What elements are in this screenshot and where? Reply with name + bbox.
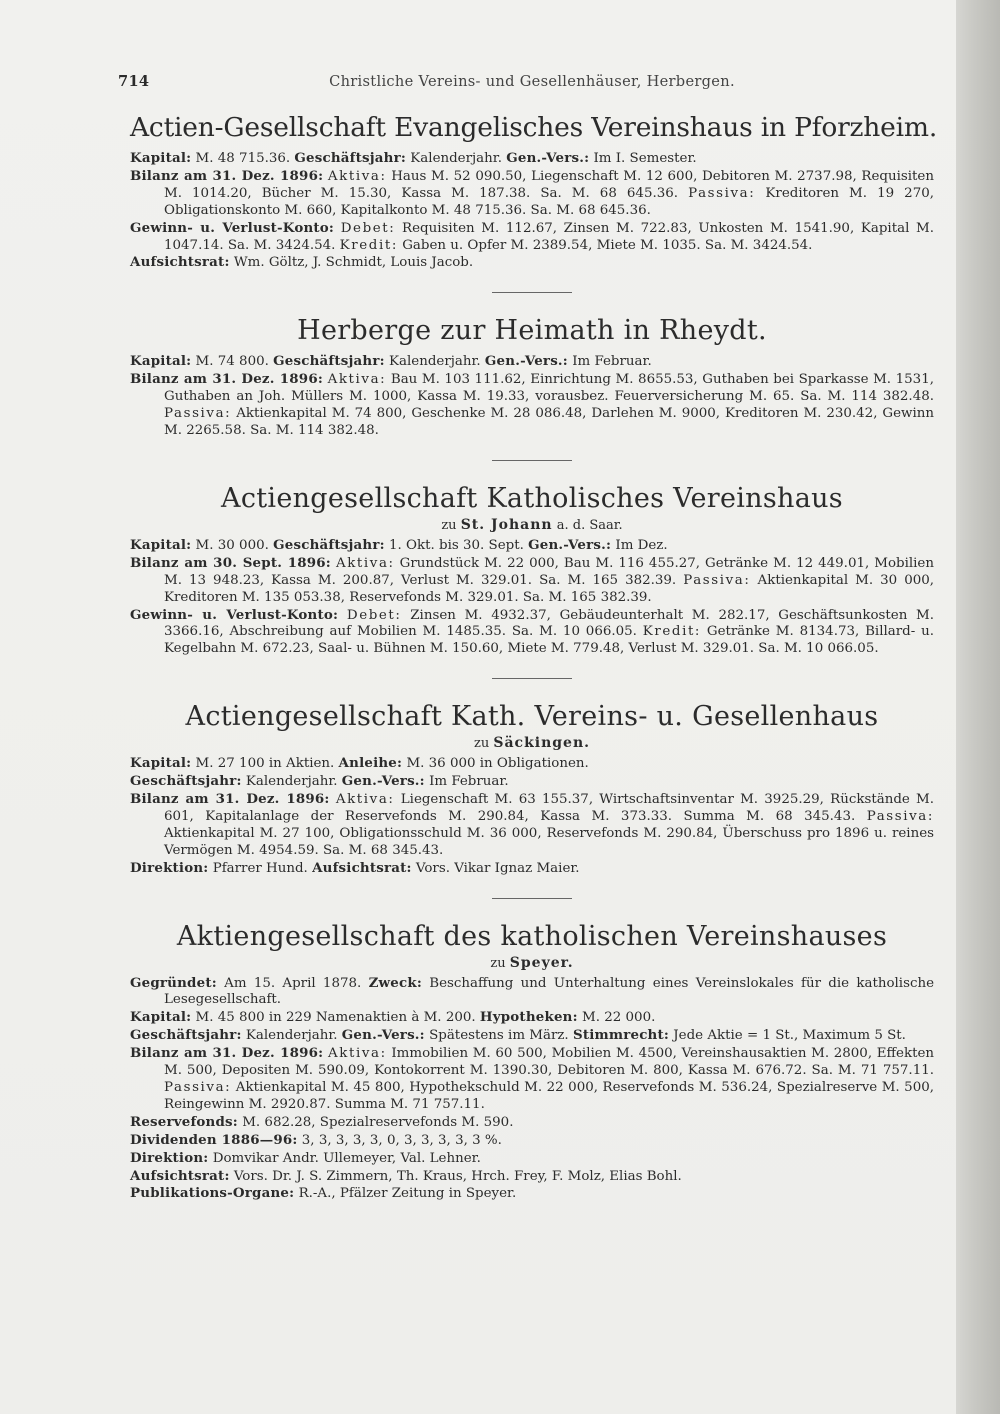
location-city: Säckingen. — [493, 735, 591, 752]
location-prefix: zu — [473, 736, 490, 752]
entry-label: Bilanz am 31. Dez. 1896: — [130, 167, 324, 184]
entry-label: Aufsichtsrat: — [130, 254, 230, 271]
entry-text: Kalenderjahr. — [245, 1028, 342, 1044]
entry-label: Gegründet: — [130, 974, 217, 991]
entry-paragraph — [130, 1150, 934, 1168]
entry-paragraph — [130, 371, 934, 440]
company-title: Actien-Gesellschaft Evangelisches Vereinshaus in Pforzheim. — [130, 112, 938, 143]
entry-paragraph — [130, 607, 934, 659]
company-location — [130, 735, 934, 752]
location-prefix: zu — [490, 955, 506, 971]
entry-label: Gen.-Vers.: — [341, 1027, 425, 1044]
entry-label: Gen.-Vers.: — [341, 773, 425, 790]
entry-label: Stimmrecht: — [572, 1027, 670, 1044]
running-header — [118, 64, 934, 96]
running-title: Christliche Vereins- und Gesellenhäuser, Herbergen. — [329, 73, 735, 90]
entry-label: Direktion: — [130, 859, 209, 876]
entry-text: R.-A., Pfälzer Zeitung in Speyer. — [298, 1186, 517, 1202]
entry-paragraph — [130, 1168, 934, 1186]
entry-paragraph — [130, 1045, 934, 1114]
subheading: Passiva: — [164, 406, 232, 422]
subheading: Aktiva: — [327, 168, 387, 184]
subheading: Passiva: — [164, 1080, 232, 1095]
entry-text: Aktienkapital M. 27 100, Obligationsschuld M. 36 000, Reservefonds M. 290.84, Überschuss pro 1896 u. reines Vermögen M. 4954.59. Sa. M. 68 345.43. — [164, 825, 934, 858]
entry-text: Vors. Vikar Ignaz Maier. — [415, 860, 580, 876]
entry-text: 3, 3, 3, 3, 3, 0, 3, 3, 3, 3, 3 %. — [301, 1132, 502, 1148]
entry-label: Geschäftsjahr: — [130, 1027, 242, 1044]
entry-label: Bilanz am 31. Dez. 1896: — [130, 371, 323, 388]
company-title: Actiengesellschaft Katholisches Vereinshaus — [221, 482, 843, 514]
entry-label: Geschäftsjahr: — [130, 773, 242, 790]
entry-label: Zweck: — [368, 974, 422, 991]
entry-paragraph — [130, 254, 934, 272]
company-sections — [130, 112, 938, 1203]
entry-paragraph — [130, 773, 934, 791]
section-divider — [492, 292, 572, 293]
entry-paragraph — [130, 975, 934, 1010]
location-city: Speyer. — [509, 954, 574, 971]
company-location — [130, 955, 934, 972]
entry-text: Bau M. 103 111.62, Einrichtung M. 8655.53, Guthaben bei Sparkasse M. 1531, Guthaben an Joh. Müllers M. 1000, Kassa M. 19.33, vorausbez. Feuerversicherung M. 65. Sa. M. 114 382.48. — [164, 372, 934, 405]
entry-text: M. 27 100 in Aktien. — [195, 756, 339, 772]
entry-label: Kapital: — [130, 1009, 192, 1026]
entry-text: Kalenderjahr. — [410, 151, 507, 166]
entry-label: Aufsichtsrat: — [312, 859, 412, 876]
page-number: 714 — [118, 73, 150, 90]
company-title: Aktiengesellschaft des katholischen Vereinshauses — [176, 920, 888, 952]
entry-label: Bilanz am 31. Dez. 1896: — [130, 1045, 324, 1062]
location-city: St. Johann — [460, 516, 553, 533]
entry-label: Kapital: — [130, 353, 192, 370]
entry-paragraph — [130, 1114, 934, 1132]
entry-paragraph — [130, 1009, 934, 1027]
entry-text: Aktienkapital M. 30 000, Kreditoren M. 135 053.38, Reservefonds M. 329.01. Sa. M. 165 382.39. — [164, 572, 935, 605]
entry-paragraph — [130, 860, 934, 878]
entry-label: Kapital: — [130, 755, 192, 772]
subheading: Kredit: — [642, 624, 702, 640]
entry-label: Geschäftsjahr: — [273, 353, 385, 370]
entry-text: M. 30 000. — [195, 537, 274, 553]
entry-paragraph — [130, 1185, 934, 1203]
entry-paragraph — [130, 150, 934, 168]
entry-paragraph — [130, 168, 934, 220]
subheading: Kredit: — [339, 237, 398, 253]
entry-label: Geschäftsjahr: — [273, 536, 385, 553]
entry-text: M. 45 800 in 229 Namenaktien à M. 200. — [195, 1010, 480, 1026]
entry-paragraph — [130, 555, 934, 607]
entry-label: Aufsichtsrat: — [130, 1167, 230, 1184]
subheading: Aktiva: — [335, 555, 395, 571]
entry-text: Kreditoren M. 19 270, Obligationskonto M. 660, Kapitalkonto M. 48 715.36. Sa. M. 68 645.36. — [164, 185, 934, 218]
entry-label: Geschäftsjahr: — [294, 150, 407, 166]
subheading: Debet: — [346, 607, 402, 623]
entry-text: Immobilien M. 60 500, Mobilien M. 4500, Vereinshausaktien M. 2800, Effekten M. 500, Depositen M. 590.09, Kontokorrent M. 1390.30, Debitoren M. 800, Kassa M. 676.72. Sa. M. 71 757.11. — [164, 1046, 935, 1079]
subheading: Aktiva: — [328, 1046, 387, 1062]
subheading: Passiva: — [866, 808, 934, 824]
section-divider — [492, 898, 572, 899]
entry-text: Aktienkapital M. 45 800, Hypothekschuld M. 22 000, Reservefonds M. 536.24, Spezialreserve M. 500, Reingewinn M. 2920.87. Summa M. 71 757.11. — [164, 1080, 934, 1112]
entry-text: M. 682.28, Spezialreservefonds M. 590. — [242, 1114, 514, 1130]
entry-text: Jede Aktie = 1 St., Maximum 5 St. — [673, 1028, 906, 1044]
company-title: Herberge zur Heimath in Rheydt. — [297, 315, 767, 347]
entry-text: M. 36 000 in Obligationen. — [406, 756, 589, 772]
page-edge-shadow — [956, 0, 1000, 1414]
entry-text: Wm. Göltz, J. Schmidt, Louis Jacob. — [233, 255, 474, 271]
entry-text: Requisiten M. 112.67, Zinsen M. 722.83, Unkosten M. 1541.90, Kapital M. 1047.14. Sa. M. 3424.54. — [164, 220, 934, 253]
entry-paragraph — [130, 1132, 934, 1150]
entry-text: Im Februar. — [572, 354, 652, 370]
entry-text: Getränke M. 8134.73, Billard- u. Kegelbahn M. 672.23, Saal- u. Bühnen M. 150.60, Miete M. 779.48, Verlust M. 329.01. Sa. M. 10 066.05. — [164, 624, 934, 657]
subheading: Aktiva: — [335, 792, 395, 808]
subheading: Debet: — [340, 220, 396, 236]
subheading: Passiva: — [683, 572, 751, 588]
entry-paragraph — [130, 755, 934, 773]
entry-label: Anleihe: — [338, 755, 403, 772]
entry-label: Hypotheken: — [479, 1009, 578, 1026]
section-divider — [492, 460, 572, 461]
company-title: Actiengesellschaft Kath. Vereins- u. Gesellenhaus — [185, 701, 879, 733]
entry-text: Zinsen M. 4932.37, Gebäudeunterhalt M. 282.17, Geschäftsunkosten M. 3366.16, Abschreibung auf Mobilien M. 1485.35. Sa. M. 10 066.05. — [164, 607, 935, 640]
entry-paragraph — [130, 1027, 934, 1045]
entry-text: Gaben u. Opfer M. 2389.54, Miete M. 1035. Sa. M. 3424.54. — [402, 237, 813, 253]
page-content — [118, 64, 938, 1203]
entry-text: Domvikar Andr. Ullemeyer, Val. Lehner. — [212, 1150, 481, 1166]
entry-paragraph — [130, 220, 934, 255]
entry-text: Kalenderjahr. — [389, 354, 485, 370]
entry-text: Beschaffung und Unterhaltung eines Vereinslokales für die katholische Lesegesellschaft. — [164, 975, 935, 1008]
entry-text: M. 74 800. — [195, 354, 274, 370]
entry-text: Haus M. 52 090.50, Liegenschaft M. 12 600, Debitoren M. 2737.98, Requisiten M. 1014.20, Bücher M. 15.30, Kassa M. 187.38. Sa. M. 68 645.36. — [164, 168, 934, 201]
entry-text: Im Dez. — [615, 537, 668, 553]
entry-label: Bilanz am 30. Sept. 1896: — [130, 554, 331, 571]
entry-label: Kapital: — [130, 150, 192, 166]
entry-text: Im I. Semester. — [593, 151, 697, 166]
location-prefix: zu — [441, 517, 457, 533]
entry-text: Spätestens im März. — [429, 1028, 573, 1044]
entry-text: 1. Okt. bis 30. Sept. — [389, 537, 529, 553]
entry-label: Gewinn- u. Verlust-Konto: — [130, 606, 339, 623]
subheading: Aktiva: — [327, 372, 387, 388]
subheading: Passiva: — [688, 185, 756, 201]
entry-label: Gen.-Vers.: — [484, 353, 568, 370]
entry-paragraph — [130, 353, 934, 371]
entry-label: Reservefonds: — [130, 1113, 238, 1130]
entry-paragraph — [130, 791, 934, 860]
entry-text: Aktienkapital M. 74 800, Geschenke M. 28 086.48, Darlehen M. 9000, Kreditoren M. 230.42, Gewinn M. 2265.58. Sa. M. 114 382.48. — [164, 406, 934, 438]
entry-label: Bilanz am 31. Dez. 1896: — [130, 791, 330, 808]
entry-text: Vors. Dr. J. S. Zimmern, Th. Kraus, Hrch. Frey, F. Molz, Elias Bohl. — [233, 1168, 682, 1184]
section-divider — [492, 678, 572, 679]
company-location — [130, 517, 934, 534]
entry-label: Direktion: — [130, 1149, 209, 1166]
entry-paragraph — [130, 537, 934, 555]
entry-text: M. 22 000. — [582, 1010, 656, 1026]
entry-text: M. 48 715.36. — [195, 151, 295, 166]
entry-label: Dividenden 1886—96: — [130, 1131, 298, 1148]
entry-label: Gen.-Vers.: — [528, 536, 612, 553]
entry-text: Kalenderjahr. — [245, 774, 342, 790]
entry-label: Gen.-Vers.: — [506, 150, 590, 166]
entry-label: Kapital: — [130, 536, 192, 553]
entry-text: Pfarrer Hund. — [212, 860, 313, 876]
entry-text: Grundstück M. 22 000, Bau M. 116 455.27, Getränke M. 12 449.01, Mobilien M. 13 948.23, Kassa M. 200.87, Verlust M. 329.01. Sa. M. 165 382.39. — [164, 555, 934, 588]
entry-text: Am 15. April 1878. — [224, 975, 369, 991]
entry-label: Gewinn- u. Verlust-Konto: — [130, 219, 335, 236]
entry-text: Liegenschaft M. 63 155.37, Wirtschaftsinventar M. 3925.29, Rückstände M. 601, Kapitalanlage der Reservefonds M. 290.84, Kassa M. 373.33. Summa M. 68 345.43. — [164, 792, 935, 824]
entry-text: Im Februar. — [429, 774, 509, 790]
entry-label: Publikations-Organe: — [130, 1185, 295, 1202]
location-suffix: a. d. Saar. — [556, 517, 623, 533]
